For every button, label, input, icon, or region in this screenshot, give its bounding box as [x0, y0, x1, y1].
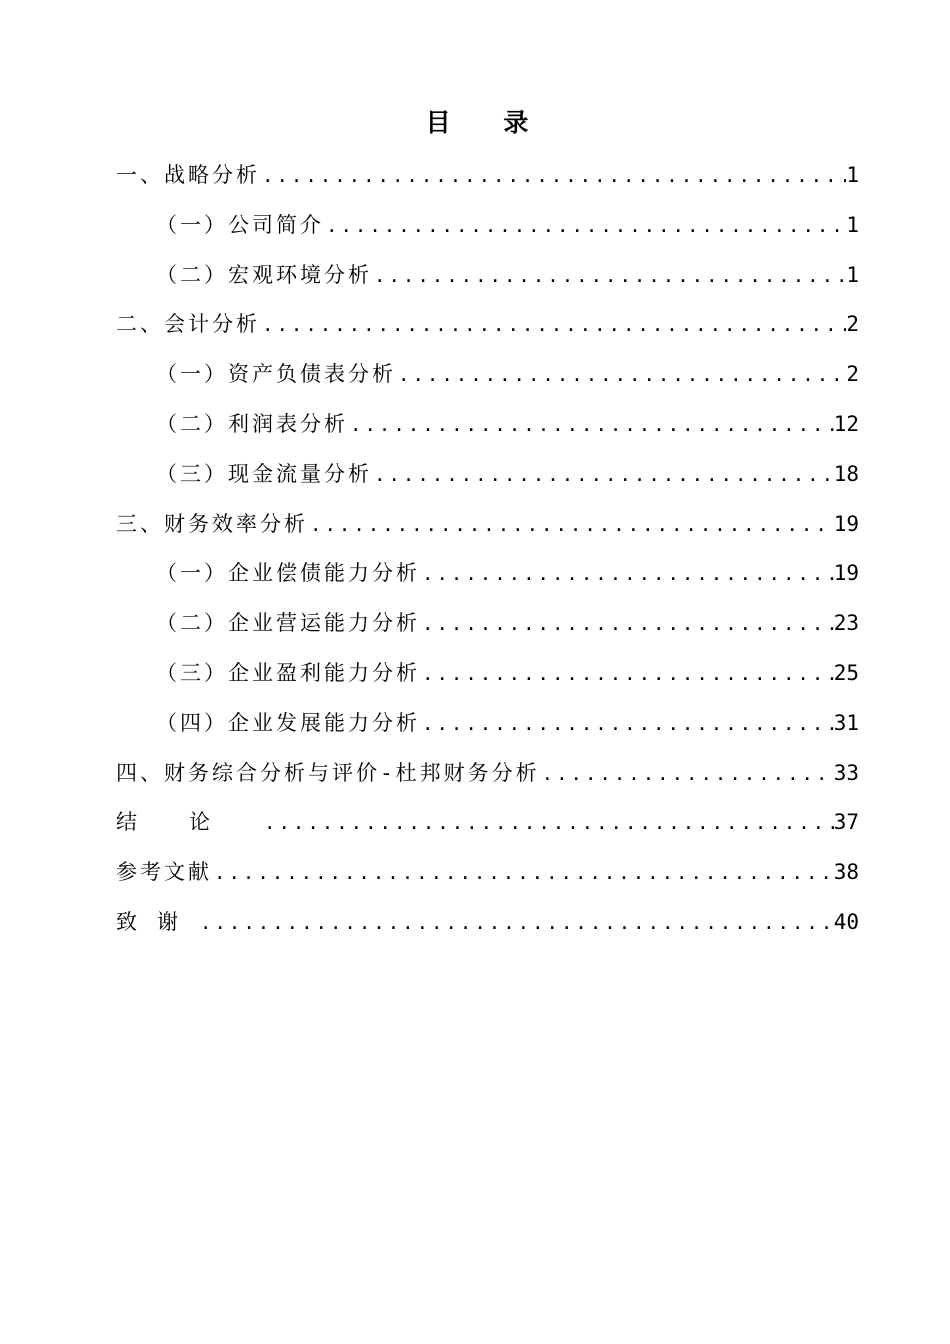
toc-entry[interactable]	[116, 902, 859, 952]
toc-entry-label: 三、财务效率分析	[116, 511, 308, 536]
toc-entry-label: （二）企业营运能力分析	[156, 611, 420, 636]
toc-list	[116, 155, 859, 952]
toc-entry-page: 40	[833, 909, 859, 934]
toc-entry[interactable]	[116, 205, 859, 255]
toc-entry-label: 四、财务综合分析与评价-杜邦财务分析	[116, 760, 540, 785]
toc-entry-page: 31	[833, 710, 859, 735]
dot-leader	[308, 505, 834, 545]
toc-entry-label: （三）现金流量分析	[156, 461, 372, 486]
toc-entry-label: （一）资产负债表分析	[156, 362, 396, 387]
toc-entry-page: 19	[833, 511, 859, 536]
toc-entry[interactable]	[116, 155, 859, 205]
toc-entry-page: 12	[833, 411, 859, 436]
toc-entry[interactable]	[116, 852, 859, 902]
toc-entry-page: 19	[833, 561, 859, 586]
dot-leader	[420, 554, 834, 594]
toc-entry-label: （二）宏观环境分析	[156, 262, 372, 287]
dot-leader	[198, 903, 834, 943]
dot-leader	[420, 704, 834, 744]
dot-leader	[348, 405, 834, 445]
toc-entry-page: 2	[846, 312, 859, 337]
toc-entry-label: 参考文献	[116, 860, 212, 885]
toc-entry-page: 1	[846, 163, 859, 187]
toc-entry[interactable]	[116, 404, 859, 454]
toc-entry-label: 二、会计分析	[116, 312, 260, 337]
toc-entry-label: （一）企业偿债能力分析	[156, 561, 420, 586]
dot-leader	[324, 206, 846, 246]
toc-entry-page: 18	[833, 461, 859, 486]
toc-entry[interactable]	[116, 255, 859, 305]
toc-entry-label: （二）利润表分析	[156, 411, 348, 436]
toc-entry[interactable]	[116, 354, 859, 404]
toc-entry[interactable]	[116, 454, 859, 504]
dot-leader	[372, 455, 834, 495]
toc-entry-page: 25	[833, 660, 859, 685]
toc-entry[interactable]	[116, 553, 859, 603]
toc-entry[interactable]	[116, 802, 859, 852]
dot-leader	[260, 305, 846, 345]
dot-leader	[540, 754, 834, 794]
toc-entry-page: 2	[846, 362, 859, 387]
toc-entry[interactable]	[116, 703, 859, 753]
toc-entry-page: 23	[833, 611, 859, 636]
dot-leader	[420, 654, 834, 694]
toc-entry-label: （一）公司简介	[156, 212, 324, 237]
toc-entry-label: （三）企业盈利能力分析	[156, 660, 420, 685]
toc-entry-page: 1	[846, 212, 859, 237]
dot-leader	[420, 604, 834, 644]
toc-entry[interactable]	[116, 753, 859, 803]
toc-entry-page: 37	[833, 810, 859, 835]
toc-entry-label: 致谢	[116, 909, 198, 934]
toc-entry-page: 1	[846, 262, 859, 287]
toc-entry[interactable]	[116, 603, 859, 653]
toc-entry-label: 结论	[116, 810, 262, 835]
toc-entry-label: 一、战略分析	[116, 163, 260, 187]
toc-entry-label: （四）企业发展能力分析	[156, 710, 420, 735]
toc-entry[interactable]	[116, 304, 859, 354]
dot-leader	[212, 853, 834, 893]
toc-entry[interactable]	[116, 504, 859, 554]
toc-entry-page: 38	[833, 860, 859, 885]
toc-title: 目 录	[425, 108, 551, 137]
toc-entry[interactable]	[116, 653, 859, 703]
dot-leader	[262, 803, 834, 843]
dot-leader	[396, 355, 846, 395]
toc-entry-page: 33	[833, 760, 859, 785]
dot-leader	[260, 156, 846, 196]
dot-leader	[372, 256, 846, 296]
